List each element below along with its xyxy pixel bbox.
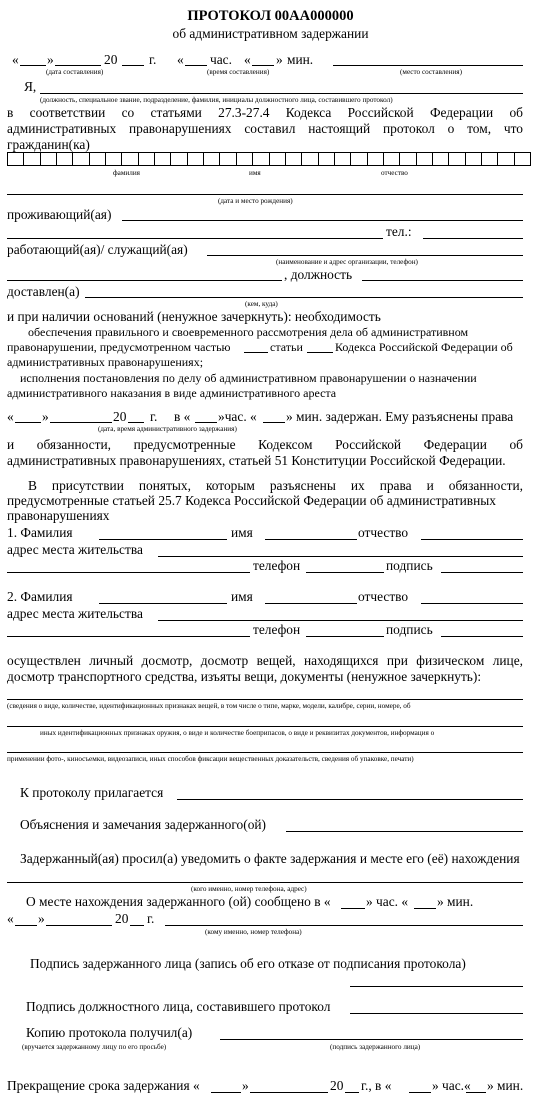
copy-caption-right: (подпись задержанного лица)	[330, 1043, 421, 1051]
copy-signature-field[interactable]	[220, 1039, 523, 1040]
sign-official-field[interactable]	[350, 1013, 523, 1014]
delivered-label: доставлен(а)	[7, 284, 80, 299]
position-field[interactable]	[362, 280, 523, 281]
termination-minute-field[interactable]	[466, 1092, 486, 1093]
grounds-line-5: исполнения постановления по делу об административном правонарушении о назначении	[20, 371, 477, 385]
detained-in-label: в «	[174, 409, 191, 424]
witness2-name-label: имя	[231, 589, 253, 604]
termination-day-field[interactable]	[211, 1092, 241, 1093]
informed-year-prefix: 20	[115, 911, 129, 926]
attached-label: К протоколу прилагается	[20, 785, 164, 800]
date-open-quote: «	[12, 52, 19, 67]
witnesses-line-3: правонарушениях	[7, 508, 110, 523]
position-label: , должность	[284, 267, 353, 282]
delivered-caption: (кем, куда)	[245, 300, 278, 308]
official-prefix: Я,	[24, 79, 37, 94]
grounds-line-3c: Кодекса Российской Федерации об	[335, 340, 513, 354]
day-field[interactable]	[20, 65, 46, 66]
document-subtitle: об административном задержании	[172, 26, 369, 41]
copy-caption-left: (вручается задержанному лицу по его просьбе)	[22, 1043, 167, 1051]
witness2-signature-field[interactable]	[441, 636, 523, 637]
witness1-surname-label: 1. Фамилия	[7, 525, 73, 540]
informed-hour-field[interactable]	[341, 908, 365, 909]
year-prefix: 20	[104, 52, 118, 67]
grounds-line-4: административных правонарушениях;	[7, 355, 204, 369]
date-close-quote: »	[47, 52, 54, 67]
informed-caption: (кому именно, номер телефона)	[205, 928, 302, 936]
termination-hour-field[interactable]	[409, 1092, 431, 1093]
article-number-field[interactable]	[307, 352, 333, 353]
minute-suffix: мин.	[287, 52, 314, 67]
detained-year-suffix: г.	[150, 409, 158, 424]
notify-caption: (кого именно, номер телефона, адрес)	[191, 885, 307, 893]
detained-hour-label: »час. «	[218, 409, 257, 424]
witnesses-line-2: предусмотренные статьей 25.7 Кодекса Российской Федерации об административных	[7, 493, 496, 508]
witness2-phone-label: телефон	[253, 622, 301, 637]
birth-field[interactable]	[7, 194, 523, 195]
rights-line-1: и обязанности, предусмотренные Кодексом Российской Федерации об	[7, 437, 523, 452]
informed-month-field[interactable]	[46, 925, 112, 926]
rights-line-2: административных правонарушениях, статьей 51 Конституции Российской Федерации.	[7, 453, 506, 468]
surname-caption: фамилия	[113, 169, 140, 177]
phone-label: тел.:	[386, 224, 412, 239]
search-field-3[interactable]	[7, 752, 523, 753]
search-caption-1: (сведения о виде, количестве, идентификационных признаках вещей, в том числе о типе, марке, модели, калибре, серии, номере, об	[7, 702, 411, 710]
copy-label: Копию протокола получил(а)	[26, 1025, 193, 1040]
witness1-name-field[interactable]	[265, 539, 357, 540]
intro-line-3: гражданин(ка)	[7, 137, 90, 152]
informed-year-suffix: г.	[147, 911, 155, 926]
search-line-1: осуществлен личный досмотр, досмотр вещей, находящихся при физическом лице,	[7, 653, 523, 668]
detained-day-field[interactable]	[15, 422, 41, 423]
informed-whom-field[interactable]	[165, 925, 523, 926]
detained-caption: (дата, время административного задержания)	[98, 425, 237, 433]
notify-label: Задержанный(ая) просил(а) уведомить о факте задержания и месте его (её) нахождения	[20, 851, 520, 866]
work-caption: (наименование и адрес организации, телефон)	[276, 258, 418, 266]
sign-official-label: Подпись должностного лица, составившего протокол	[26, 999, 331, 1014]
birth-caption: (дата и место рождения)	[218, 197, 293, 205]
attached-field[interactable]	[177, 799, 523, 800]
witness1-patronymic-field[interactable]	[421, 539, 523, 540]
working-label: работающий(ая)/ служащий(ая)	[7, 242, 188, 257]
detained-hour-field[interactable]	[195, 422, 217, 423]
minute-open-quote: «	[244, 52, 251, 67]
detained-year-field[interactable]	[128, 422, 144, 423]
hour-field[interactable]	[185, 65, 207, 66]
informed-hour-label: » час. «	[366, 894, 409, 909]
witness2-patronymic-label: отчество	[358, 589, 409, 604]
place-field[interactable]	[333, 65, 523, 66]
witness1-surname-field[interactable]	[99, 539, 227, 540]
search-field-2[interactable]	[7, 726, 523, 727]
residing-label: проживающий(ая)	[7, 207, 112, 222]
notify-field[interactable]	[7, 882, 523, 883]
article-part-field[interactable]	[244, 352, 268, 353]
witness2-phone-field[interactable]	[306, 636, 384, 637]
explanations-field[interactable]	[286, 831, 523, 832]
search-caption-2: иных идентификационных признаках оружия, о виде и количестве боеприпасов, о виде и реквизитах документов, информация о	[40, 729, 435, 737]
patronymic-caption: отчество	[381, 169, 408, 177]
witness2-address-field[interactable]	[158, 620, 523, 621]
witness1-signature-field[interactable]	[441, 572, 523, 573]
witness2-address-field-2[interactable]	[7, 636, 250, 637]
witness2-surname-field[interactable]	[99, 603, 227, 604]
official-caption: (должность, специальное звание, подразделение, фамилия, инициалы должностного лица, составившего протокол)	[40, 96, 393, 104]
detained-open-quote: «	[7, 409, 14, 424]
grounds-line-3b: статьи	[270, 340, 303, 354]
intro-line-1: в соответствии со статьями 27.3-27.4 Кодекса Российской Федерации об	[7, 105, 523, 120]
informed-label: О месте нахождения задержанного (ой) сообщено в «	[26, 894, 331, 909]
place-caption: (место составления)	[400, 68, 462, 76]
detained-close-quote: »	[42, 409, 49, 424]
witness2-address-label: адрес места жительства	[7, 606, 143, 621]
intro-line-2: административных правонарушениях составил настоящий протокол о том, что	[7, 121, 523, 136]
minute-label: »	[276, 52, 283, 67]
informed-minute-field[interactable]	[414, 908, 436, 909]
termination-year-suffix: г., в «	[361, 1078, 392, 1093]
termination-year-prefix: 20	[330, 1078, 344, 1093]
sign-detainee-field[interactable]	[350, 986, 523, 987]
year-field[interactable]	[122, 65, 144, 66]
sign-detainee-label: Подпись задержанного лица (запись об его отказе от подписания протокола)	[30, 956, 466, 971]
hour-label: час.	[210, 52, 232, 67]
residence-field-2[interactable]	[7, 238, 383, 239]
name-caption: имя	[249, 169, 261, 177]
termination-minute-label: » мин.	[487, 1078, 524, 1093]
witness1-address-field[interactable]	[158, 556, 523, 557]
witness2-surname-label: 2. Фамилия	[7, 589, 73, 604]
time-caption: (время составления)	[207, 68, 270, 76]
termination-year-field[interactable]	[345, 1092, 359, 1093]
minute-field[interactable]	[252, 65, 274, 66]
termination-close-quote: »	[242, 1078, 249, 1093]
search-caption-3: применении фото-, киносъемки, видеозаписи, иных способов фиксации вещественных доказательств, сведения об упаковке, печати)	[7, 755, 414, 763]
grounds-line-6: административного наказания в виде административного ареста	[7, 386, 337, 400]
grounds-line-3a: правонарушении, предусмотренном частью	[7, 340, 231, 354]
witness1-name-label: имя	[231, 525, 253, 540]
phone-field[interactable]	[423, 238, 523, 239]
time-open-quote: «	[177, 52, 184, 67]
delivered-field[interactable]	[85, 297, 523, 298]
witnesses-line-1: В присутствии понятых, которым разъяснены их права и обязанности,	[28, 478, 523, 493]
witness2-name-field[interactable]	[265, 603, 357, 604]
grounds-line-2: обеспечения правильного и своевременного рассмотрения дела об административном	[28, 325, 469, 339]
official-field[interactable]	[40, 93, 523, 94]
witness1-phone-label: телефон	[253, 558, 301, 573]
search-field-1[interactable]	[7, 699, 523, 700]
informed-day-field[interactable]	[15, 925, 37, 926]
date-caption: (дата составления)	[46, 68, 104, 76]
termination-hour-label: » час.«	[432, 1078, 471, 1093]
informed-open-quote: «	[7, 911, 14, 926]
year-suffix: г.	[149, 52, 157, 67]
witness1-patronymic-label: отчество	[358, 525, 409, 540]
name-character-grid[interactable]	[7, 152, 531, 166]
witness2-patronymic-field[interactable]	[421, 603, 523, 604]
witness1-phone-field[interactable]	[306, 572, 384, 573]
termination-month-field[interactable]	[250, 1092, 328, 1093]
work-field[interactable]	[207, 255, 523, 256]
detained-year-prefix: 20	[113, 409, 127, 424]
termination-label: Прекращение срока задержания «	[7, 1078, 200, 1093]
informed-minute-label: » мин.	[437, 894, 474, 909]
explanations-label: Объяснения и замечания задержанного(ой)	[20, 817, 267, 832]
witness2-signature-label: подпись	[386, 622, 433, 637]
informed-close-quote: »	[38, 911, 45, 926]
detained-month-field[interactable]	[50, 422, 112, 423]
document-title: ПРОТОКОЛ 00АА000000	[187, 8, 354, 24]
informed-year-field[interactable]	[130, 925, 144, 926]
search-line-2: досмотр транспортного средства, изъяты вещи, документы (ненужное зачеркнуть):	[7, 669, 482, 684]
witness1-signature-label: подпись	[386, 558, 433, 573]
witness1-address-label: адрес места жительства	[7, 542, 143, 557]
grounds-line-1: и при наличии оснований (ненужное зачеркнуть): необходимость	[7, 309, 381, 324]
detained-minute-field[interactable]	[263, 422, 285, 423]
witness1-address-field-2[interactable]	[7, 572, 250, 573]
work-field-2[interactable]	[7, 280, 282, 281]
month-field[interactable]	[55, 65, 101, 66]
residence-field[interactable]	[122, 220, 523, 221]
detained-text: » мин. задержан. Ему разъяснены права	[286, 409, 514, 424]
